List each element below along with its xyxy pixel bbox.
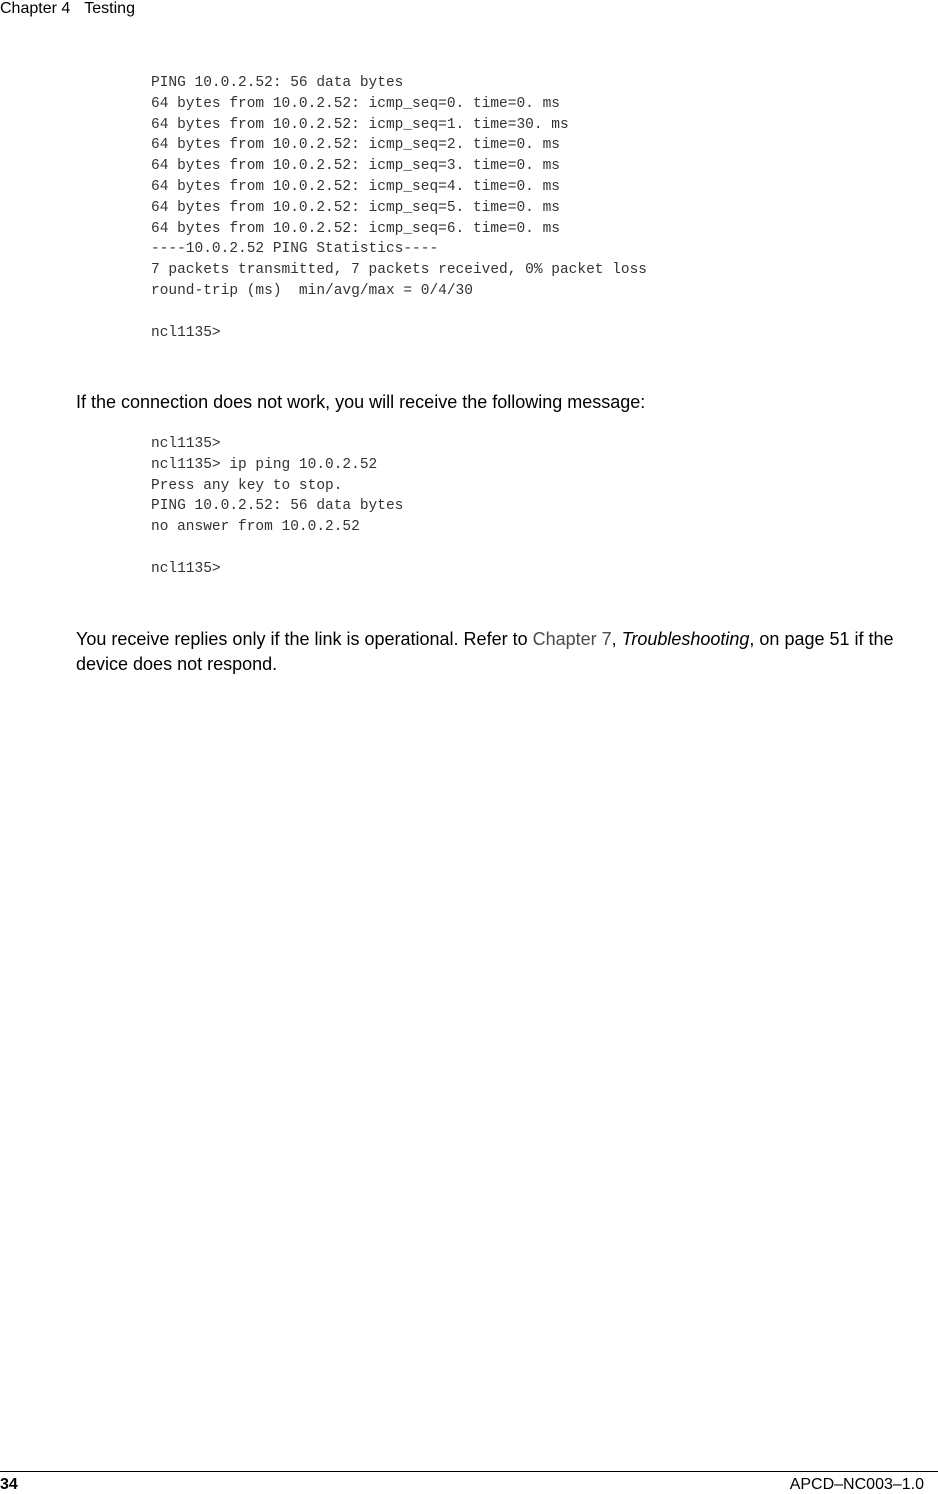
footer-rule: [0, 1471, 938, 1472]
code-line: 7 packets transmitted, 7 packets received, 0% packet loss: [151, 262, 647, 279]
page-number: 34: [0, 1476, 18, 1493]
code-line: no answer from 10.0.2.52: [151, 519, 360, 536]
code-line: ncl1135>: [151, 324, 221, 341]
header-title: Testing: [84, 0, 135, 17]
code-line: ncl1135>: [151, 436, 221, 452]
code-line: Press any key to stop.: [151, 477, 343, 494]
code-line: 64 bytes from 10.0.2.52: icmp_seq=4. time=0. ms: [151, 178, 560, 195]
body-paragraph: [76, 627, 936, 677]
code-line-blank: [151, 538, 403, 559]
code-line: 64 bytes from 10.0.2.52: icmp_seq=6. time=0. ms: [151, 220, 560, 237]
code-line: 64 bytes from 10.0.2.52: icmp_seq=1. time=30. ms: [151, 116, 569, 133]
code-line: ncl1135> ip ping 10.0.2.52: [151, 456, 378, 473]
code-line: ----10.0.2.52 PING Statistics----: [151, 241, 439, 258]
code-line: 64 bytes from 10.0.2.52: icmp_seq=3. time=0. ms: [151, 158, 560, 175]
code-line-blank: [151, 302, 647, 323]
chapter-link[interactable]: Chapter 7: [532, 629, 612, 649]
paragraph-text: , on page 51 if the device does not respond.: [76, 629, 894, 674]
code-line: round-trip (ms) min/avg/max = 0/4/30: [151, 282, 473, 299]
ping-success-output: [151, 73, 647, 343]
document-id: APCD–NC003–1.0: [789, 1476, 924, 1493]
header-chapter: Chapter 4: [0, 0, 71, 17]
ping-failure-output: [151, 434, 403, 580]
code-line: PING 10.0.2.52: 56 data bytes: [151, 498, 404, 515]
body-paragraph: If the connection does not work, you will receive the following message:: [76, 392, 646, 412]
paragraph-text: ,: [611, 629, 622, 649]
code-line: ncl1135>: [151, 560, 221, 577]
code-line: 64 bytes from 10.0.2.52: icmp_seq=5. time=0. ms: [151, 199, 560, 216]
code-line: 64 bytes from 10.0.2.52: icmp_seq=0. time=0. ms: [151, 95, 560, 112]
code-line: PING 10.0.2.52: 56 data bytes: [151, 75, 404, 91]
running-header: [0, 0, 135, 18]
code-line: 64 bytes from 10.0.2.52: icmp_seq=2. time=0. ms: [151, 137, 560, 154]
chapter-title-italic: Troubleshooting: [621, 629, 750, 649]
paragraph-text: You receive replies only if the link is operational. Refer to: [76, 629, 533, 649]
